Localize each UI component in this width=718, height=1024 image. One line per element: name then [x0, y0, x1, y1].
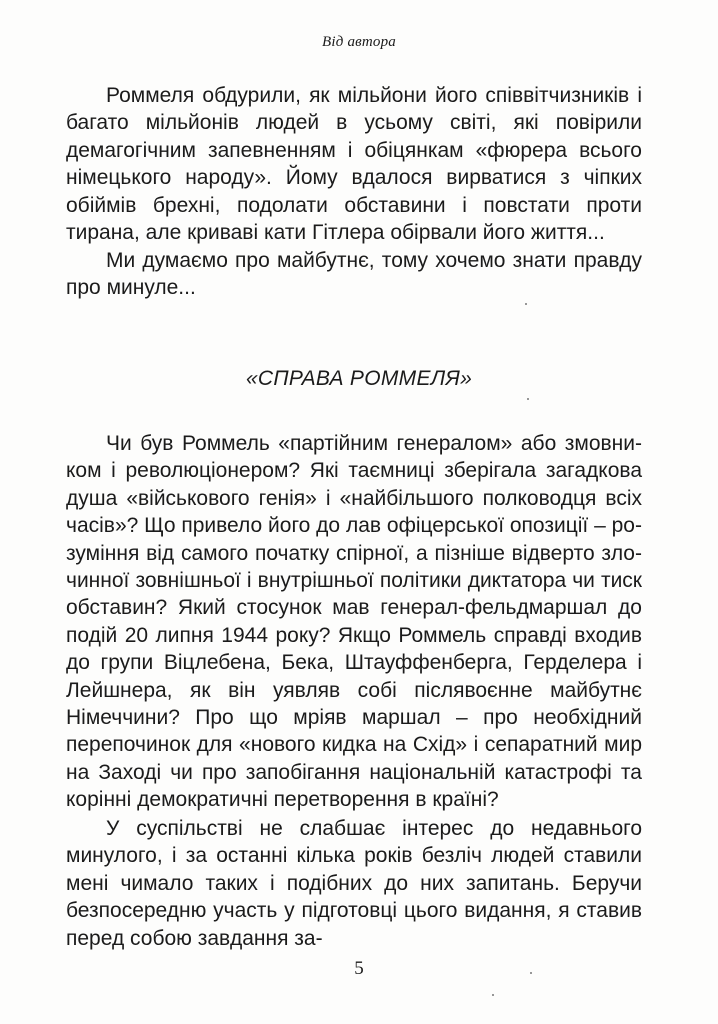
section-paragraph-2	[66, 815, 642, 952]
scan-speck	[525, 303, 527, 305]
body-paragraph-2	[66, 247, 642, 302]
page-number: 5	[354, 958, 364, 979]
paragraph-text: У суспільстві не слабшає інтерес до недавнього минулого, і за останні кілька років безліч людей ставили мені чимало таких і подібних до них запитань. Беручи безпосередню участь у підготовці цього видання, я ставив перед собою завдання за-	[66, 817, 642, 950]
scan-speck	[492, 994, 494, 996]
running-header: Від автора	[321, 34, 396, 50]
paragraph-text: Ми думаємо про майбутнє, тому хочемо знати правду про минуле...	[66, 249, 642, 300]
paragraph-text: Чи був Роммель «партійним генералом» або змовником і революціонером? Які таємниці зберігала загадкова душа «військового генія» і «найбільшого полководця всіх часів»? Що привело його до лав офіцерської опозиції – розуміння від самого початку спірної, а пізніше відверто злочинної зовнішньої і внутрішньої політики диктатора чи тиск обставин? Який стосунок мав генерал-фельдмаршал до подій 20 липня 1944 року? Якщо Роммель справді входив до групи Віцлебена, Бека, Штауффенберга, Герделера і Лейшнера, як він уявляв собі післявоєнне майбутнє Німеччини? Про що мріяв маршал – про необхідний перепочинок для «нового кидка на Схід» і сепаратний мир на Заході чи про запобігання національній катастрофі та корінні демократичні перетворення в країні?	[66, 432, 642, 812]
section-title: «СПРАВА РОММЕЛЯ»	[245, 367, 473, 390]
paragraph-text: Роммеля обдурили, як мільйони його співвітчизників і багато мільйонів людей в усьому світі, які повірили демагогічним запевненням і обіцянкам «фюрера всього німецького народу». Йому вдалося вирватися з чіпких обіймів брехні, подолати обставини і повстати проти тирана, але криваві кати Гітлера обірвали його життя...	[66, 84, 642, 245]
section-paragraph-1	[66, 430, 642, 814]
scan-speck	[527, 398, 529, 400]
body-paragraph-1	[66, 82, 642, 246]
scan-speck	[530, 972, 532, 974]
